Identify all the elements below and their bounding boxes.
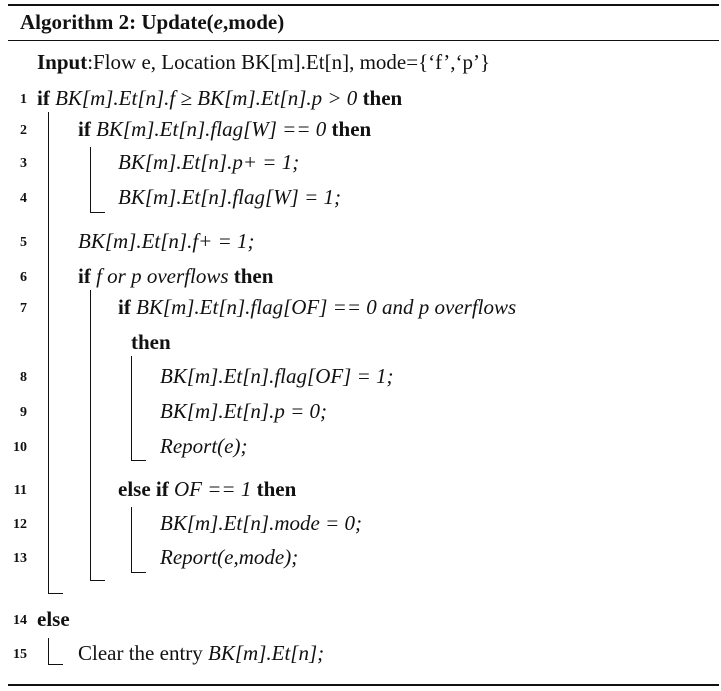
code-text: BK[m].Et[n].p = 0; bbox=[160, 399, 328, 423]
code-text: BK[m].Et[n].f+ = 1; bbox=[78, 229, 255, 253]
code-line bbox=[78, 117, 371, 142]
keyword: if bbox=[78, 264, 97, 288]
code-line bbox=[160, 399, 327, 424]
code-text: BK[m].Et[n].flag[W] = 1; bbox=[118, 185, 342, 209]
keyword: then bbox=[362, 86, 403, 110]
block-bar-if-2 bbox=[90, 147, 91, 213]
block-end-if-6 bbox=[90, 580, 105, 581]
block-end-if-1 bbox=[48, 593, 63, 594]
code-line bbox=[131, 330, 171, 355]
keyword: then bbox=[331, 117, 372, 141]
keyword: then bbox=[233, 264, 274, 288]
line-number: 2 bbox=[20, 123, 27, 138]
code-text: BK[m].Et[n].mode = 0; bbox=[160, 511, 363, 535]
block-bar-elseif-11 bbox=[131, 507, 132, 573]
line-number: 13 bbox=[13, 551, 27, 566]
code-text: BK[m].Et[n].f ≥ BK[m].Et[n].p > 0 bbox=[55, 86, 363, 110]
block-bar-if-7 bbox=[131, 356, 132, 461]
line-number: 7 bbox=[20, 301, 27, 316]
code-text: Report(e); bbox=[160, 434, 248, 458]
block-end-else-14 bbox=[48, 664, 63, 665]
code-text: f or p overflows bbox=[96, 264, 234, 288]
code-text: BK[m].Et[n].flag[OF] = 1; bbox=[160, 364, 394, 388]
code-line bbox=[160, 364, 394, 389]
block-end-elseif-11 bbox=[131, 572, 146, 573]
keyword: if bbox=[118, 295, 137, 319]
input-line: Input:Flow e, Location BK[m].Et[n], mode={‘f’,‘p’} bbox=[37, 50, 491, 74]
code-line bbox=[78, 229, 255, 254]
top-rule bbox=[8, 4, 719, 6]
keyword: if bbox=[37, 86, 56, 110]
line-number: 8 bbox=[20, 370, 27, 385]
code-text: BK[m].Et[n]; bbox=[208, 641, 325, 665]
keyword: then bbox=[131, 330, 171, 354]
code-line bbox=[78, 264, 273, 289]
line-number: 9 bbox=[20, 405, 27, 420]
line-number: 12 bbox=[13, 517, 27, 532]
block-end-if-2 bbox=[90, 212, 105, 213]
keyword: then bbox=[256, 477, 297, 501]
code-line bbox=[78, 641, 324, 666]
line-number: 4 bbox=[20, 191, 27, 206]
algorithm-title: Algorithm 2: Update(e,mode) bbox=[20, 10, 285, 34]
title-rule bbox=[8, 40, 719, 41]
line-number: 5 bbox=[20, 235, 27, 250]
block-bar-else-14 bbox=[48, 638, 49, 665]
line-number: 15 bbox=[13, 647, 27, 662]
code-text: BK[m].Et[n].p+ = 1; bbox=[118, 150, 300, 174]
block-bar-if-6 bbox=[90, 290, 91, 581]
line-number: 10 bbox=[13, 440, 27, 455]
line-number: 6 bbox=[20, 270, 27, 285]
code-text: Report(e,mode); bbox=[160, 545, 299, 569]
code-line bbox=[118, 295, 516, 320]
block-end-if-7 bbox=[131, 460, 146, 461]
keyword: else bbox=[37, 607, 70, 631]
code-line bbox=[37, 86, 402, 111]
block-bar-if-1 bbox=[48, 112, 49, 594]
code-line bbox=[118, 185, 341, 210]
keyword: if bbox=[78, 117, 97, 141]
code-text: BK[m].Et[n].flag[W] == 0 bbox=[96, 117, 332, 141]
code-line bbox=[37, 607, 70, 632]
code-line bbox=[118, 477, 296, 502]
code-line bbox=[118, 150, 299, 175]
code-line bbox=[160, 545, 298, 570]
line-number: 1 bbox=[20, 92, 27, 107]
line-number: 3 bbox=[20, 156, 27, 171]
code-line bbox=[160, 434, 247, 459]
bottom-rule bbox=[8, 684, 719, 686]
code-line bbox=[160, 511, 362, 536]
code-text: OF == 1 bbox=[173, 477, 257, 501]
line-number: 11 bbox=[13, 483, 27, 498]
keyword: else if bbox=[118, 477, 174, 501]
code-text: Clear the entry bbox=[78, 641, 209, 665]
code-text: BK[m].Et[n].flag[OF] == 0 and p overflows bbox=[136, 295, 517, 319]
line-number: 14 bbox=[13, 613, 27, 628]
